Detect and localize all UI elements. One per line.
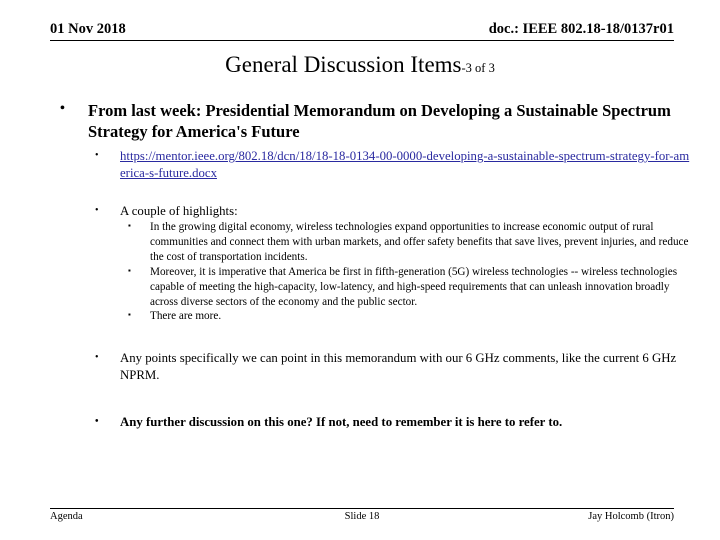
header-divider <box>50 40 674 41</box>
bullet-glyph-level3: ▪ <box>128 221 131 231</box>
footer-row <box>50 511 674 524</box>
footer-slide-number: Slide 18 <box>344 511 380 523</box>
header-date: 01 Nov 2018 <box>50 21 126 37</box>
memorandum-link[interactable]: https://mentor.ieee.org/802.18/dcn/18/18-18-0134-00-0000-developing-a-sustainable-spectrum-strategy-for-america-s-future.docx <box>120 149 690 180</box>
header-doc-number: doc.: IEEE 802.18-18/0137r01 <box>488 21 674 37</box>
page-title <box>0 52 720 77</box>
bullet-from-last-week-text: From last week: Presidential Memorandum on Developing a Sustainable Spectrum Strategy for America's Future <box>88 101 671 142</box>
bullet-any-points-text: Any points specifically we can point in this memorandum with our 6 GHz comments, like the current 6 GHz NPRM. <box>120 351 677 382</box>
bullet-memorandum-link <box>95 148 690 181</box>
bullet-from-last-week <box>60 100 674 142</box>
bullet-any-further-discussion <box>95 414 690 431</box>
bullet-highlight-1-text: In the growing digital economy, wireless technologies expand opportunities to increase economic output of rural communities and connect them with urban markets, and offer safety benefits that save lives, prevent injuries, and reduce the cost of transportation incidents. <box>150 221 689 263</box>
bullet-highlight-3-text: There are more. <box>150 310 222 323</box>
bullet-glyph-level2: • <box>95 415 99 427</box>
slide-header <box>50 22 674 41</box>
bullet-highlight-1 <box>128 220 698 265</box>
memorandum-link-wrap <box>120 148 690 181</box>
bullet-highlights-label-text: A couple of highlights: <box>120 204 238 219</box>
footer-author: Jay Holcomb (Itron) <box>588 511 674 523</box>
bullet-any-points <box>95 350 690 383</box>
bullet-highlight-3 <box>128 309 698 324</box>
spacer <box>0 384 720 414</box>
bullet-glyph-level1: • <box>60 101 65 116</box>
bullet-glyph-level2: • <box>95 205 99 217</box>
bullet-glyph-level3: ▪ <box>128 265 131 275</box>
page-title-suffix: -3 of 3 <box>461 61 495 75</box>
bullet-highlights-label <box>95 203 690 220</box>
footer-divider <box>50 508 674 509</box>
bullet-glyph-level2: • <box>95 150 99 162</box>
footer-left-label: Agenda <box>50 511 83 523</box>
spacer <box>0 324 720 350</box>
slide-footer <box>50 508 674 524</box>
bullet-any-further-discussion-text: Any further discussion on this one? If not, need to remember it is here to refer to. <box>120 414 563 429</box>
bullet-highlight-2-text: Moreover, it is imperative that America be first in fifth-generation (5G) wireless technologies -- wireless technologies capable of meeting the high-capacity, low-latency, and high-speed requirements that can unleash innovation broadly across diverse sectors of the economy and the public sector. <box>150 265 678 308</box>
spacer <box>0 181 720 203</box>
bullet-glyph-level3: ▪ <box>128 310 131 320</box>
bullet-highlight-2 <box>128 265 698 310</box>
header-row <box>50 22 674 40</box>
page-title-main: General Discussion Items <box>225 52 462 77</box>
bullet-glyph-level2: • <box>95 352 99 364</box>
slide-body <box>0 100 720 430</box>
